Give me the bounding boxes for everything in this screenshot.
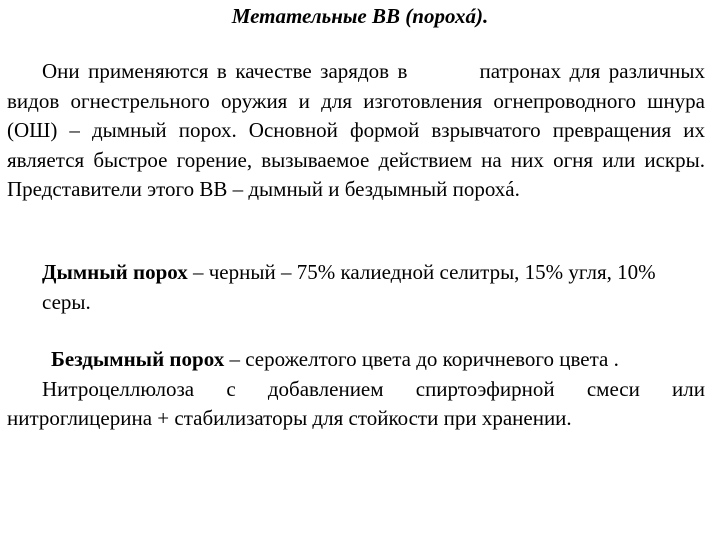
smokeless-powder-detail-line <box>7 375 705 434</box>
smokeless-powder-detail: Нитроцеллюлоза с добавлением спиртоэфирной смеси или нитроглицерина + стабилизаторы для стойкости при хранении. <box>7 376 705 430</box>
smoky-powder-composition: – черный – 75% калиедной селитры, 15% угля, 10% серы. <box>42 260 656 314</box>
smoky-powder-term: Дымный порох <box>42 260 188 284</box>
paragraph-intro <box>7 57 705 205</box>
intro-text-part1: Они применяются в качестве зарядов в <box>42 59 408 83</box>
paragraph-smoky-powder <box>42 258 702 317</box>
intro-text-part2: патронах для различных видов огнестрельного оружия и для изготовления огнепроводного шнура (ОШ) – дымный порох. Основной формой взрывчатого превращения их является быстрое горение, вызываемое действием на них огня или искры. Представители этого ВВ – дымный и бездымный порохá. <box>7 59 705 201</box>
slide-title: Метательные ВВ (порохá). <box>231 4 489 28</box>
smokeless-powder-color: – серожелтого цвета до коричневого цвета . <box>224 347 619 371</box>
smokeless-powder-term: Бездымный порох <box>51 347 225 371</box>
paragraph-smokeless-powder <box>7 345 705 434</box>
